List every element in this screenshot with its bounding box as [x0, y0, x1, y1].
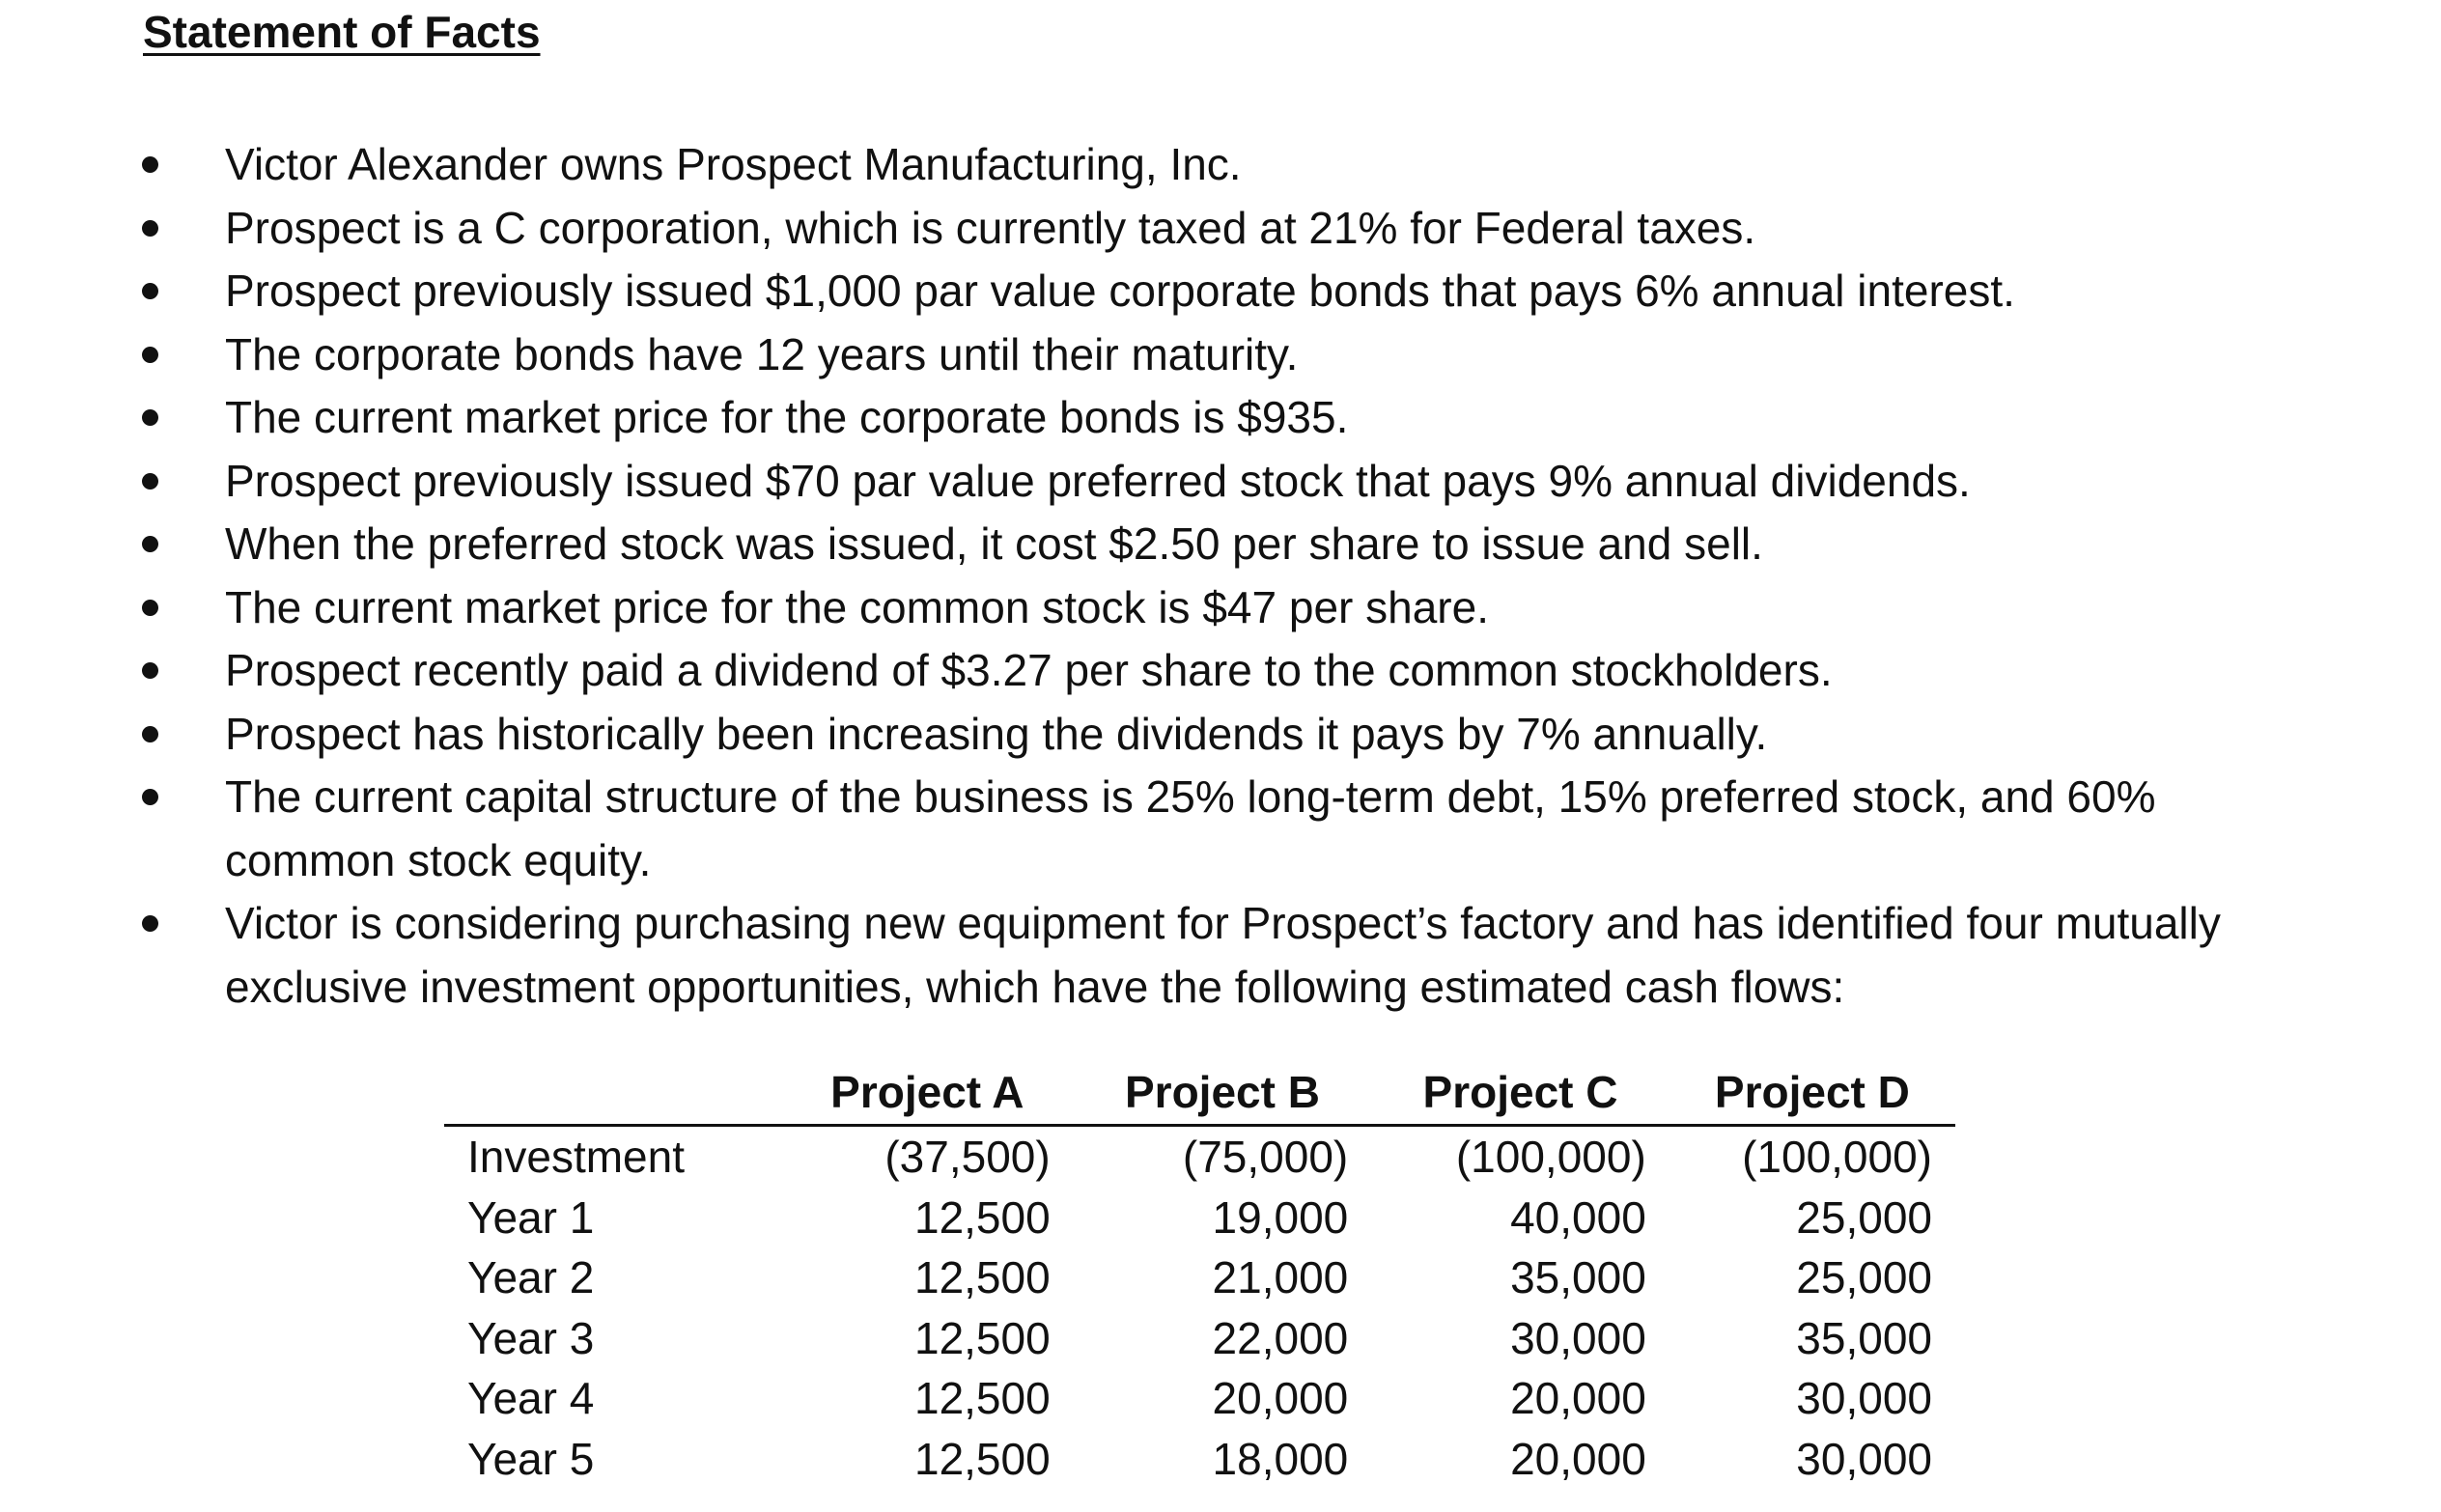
row-label: Year 5 — [467, 1433, 595, 1484]
table-header-project-c: Project C — [1371, 1062, 1669, 1126]
bullet-icon — [142, 662, 158, 679]
list-item-text: Prospect is a C corporation, which is currently taxed at 21% for Federal taxes. — [225, 202, 1756, 253]
table-cell: 30,000 — [1796, 1433, 1932, 1484]
table-cell: 12,500 — [913, 1433, 1051, 1484]
table-cell: 12,500 — [913, 1252, 1051, 1302]
list-item — [0, 323, 2291, 387]
bullet-icon — [142, 220, 158, 237]
bullet-icon — [142, 409, 158, 426]
table-header-project-a: Project A — [781, 1062, 1074, 1126]
table-row — [444, 1429, 1955, 1490]
list-item-text: When the preferred stock was issued, it cost $2.50 per share to issue and sell. — [225, 518, 1763, 569]
list-item-text: Victor Alexander owns Prospect Manufacturing, Inc. — [225, 139, 1242, 189]
table-cell: 25,000 — [1796, 1252, 1932, 1302]
table-row — [444, 1247, 1955, 1308]
table-cell: 19,000 — [1212, 1191, 1349, 1243]
cash-flow-table — [444, 1062, 1955, 1489]
table-row — [444, 1368, 1955, 1429]
table-row — [444, 1188, 1955, 1248]
list-item — [0, 197, 2291, 261]
table-cell: 30,000 — [1796, 1373, 1932, 1423]
list-item — [0, 576, 2291, 640]
table-row — [444, 1126, 1955, 1188]
list-item — [0, 133, 2291, 197]
list-item — [0, 703, 2291, 767]
bullet-icon — [142, 600, 158, 616]
bullet-icon — [142, 283, 158, 299]
facts-list — [0, 133, 2441, 1019]
bullet-icon — [142, 347, 158, 363]
table-cell: 22,000 — [1212, 1312, 1349, 1363]
row-label: Year 3 — [467, 1312, 595, 1363]
page-title: Statement of Facts — [143, 7, 541, 57]
list-item — [0, 260, 2291, 323]
table-cell: (100,000) — [1455, 1132, 1646, 1182]
table-header-project-d: Project D — [1669, 1062, 1955, 1126]
row-label: Year 2 — [467, 1252, 595, 1302]
list-item-text: The current market price for the common stock is $47 per share. — [225, 581, 1489, 632]
bullet-icon — [142, 726, 158, 742]
table-cell: (100,000) — [1742, 1132, 1932, 1182]
table-cell: 35,000 — [1510, 1252, 1646, 1302]
list-item — [0, 892, 2291, 1019]
list-item-text: The current market price for the corporate bonds is $935. — [225, 392, 1349, 442]
list-item-text: Prospect recently paid a dividend of $3.27 per share to the common stockholders. — [225, 645, 1833, 695]
table-header-row — [444, 1062, 1955, 1126]
list-item — [0, 766, 2291, 892]
table-cell: 35,000 — [1796, 1312, 1932, 1363]
list-item-text: The corporate bonds have 12 years until their maturity. — [225, 328, 1299, 379]
table-cell: 20,000 — [1212, 1373, 1349, 1423]
table-cell: 20,000 — [1510, 1433, 1646, 1484]
row-label: Year 1 — [467, 1191, 595, 1243]
list-item-text: Victor is considering purchasing new equipment for Prospect’s factory and has identified four mutually exclusive investment opportunities, which have the following estimated cash flows: — [225, 898, 2221, 1012]
row-label: Investment — [467, 1132, 685, 1182]
bullet-icon — [142, 789, 158, 805]
table-cell: 25,000 — [1796, 1191, 1932, 1243]
bullet-icon — [142, 536, 158, 552]
table-cell: 40,000 — [1510, 1191, 1646, 1243]
table-header-blank — [444, 1062, 781, 1126]
list-item — [0, 639, 2291, 703]
list-item-text: Prospect previously issued $70 par value preferred stock that pays 9% annual dividends. — [225, 455, 1971, 506]
table-cell: 18,000 — [1212, 1433, 1349, 1484]
bullet-icon — [142, 915, 158, 932]
list-item-text: Prospect has historically been increasing the dividends it pays by 7% annually. — [225, 708, 1768, 759]
table-cell: 30,000 — [1510, 1312, 1646, 1363]
table-cell: 20,000 — [1510, 1373, 1646, 1423]
list-item — [0, 513, 2291, 576]
list-item — [0, 386, 2291, 450]
table-header-project-b: Project B — [1074, 1062, 1372, 1126]
list-item — [0, 450, 2291, 514]
list-item-text: Prospect previously issued $1,000 par value corporate bonds that pays 6% annual interest. — [225, 266, 2015, 316]
table-cell: 12,500 — [913, 1191, 1051, 1243]
bullet-icon — [142, 473, 158, 490]
list-item-text: The current capital structure of the business is 25% long-term debt, 15% preferred stock, and 60% common stock equity. — [225, 771, 2156, 885]
table-cell: (37,500) — [884, 1132, 1051, 1182]
table-row — [444, 1308, 1955, 1369]
bullet-icon — [142, 156, 158, 173]
table-cell: (75,000) — [1182, 1132, 1349, 1182]
table-cell: 12,500 — [913, 1373, 1051, 1423]
table-cell: 21,000 — [1212, 1252, 1349, 1302]
row-label: Year 4 — [467, 1373, 595, 1423]
table-cell: 12,500 — [913, 1312, 1051, 1363]
